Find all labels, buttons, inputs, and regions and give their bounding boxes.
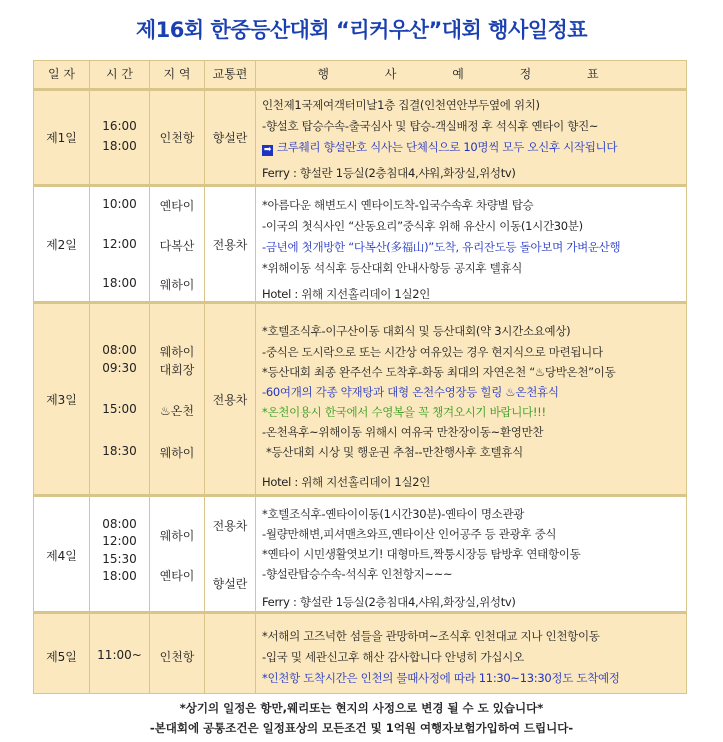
column-divider [89,61,90,88]
hotel-info: Hotel : 위해 지선홀리데이 1실2인 [262,287,431,301]
schedule-line: *옌타이 시민생활엿보기! 대형마트,짝퉁시장등 탐방후 연태항이동 [262,547,581,561]
schedule-line: *등산대회 최종 완주선수 도착후-화동 최대의 자연온천 “♨당박온천”이동 [262,365,616,379]
time-value: 12:00 [102,534,137,548]
transport-value: 전용차 [212,519,248,533]
column-divider [149,61,150,88]
time-value: 08:00 [102,517,137,531]
column-divider [204,614,205,693]
place-value: 대회장 [159,363,195,377]
column-divider [149,497,150,611]
time-value: 10:00 [102,197,137,211]
day-row-4 [34,497,686,611]
time-value: 08:00 [102,343,137,357]
footer-note: -본대회에 공통조건은 일정표상의 모든조건 및 1억원 여행자보험가입하여 드립니다- [149,721,574,735]
place-value: 옌타이 [159,569,195,583]
transport-value: 전용차 [212,238,248,252]
place-value: 옌타이 [159,199,195,213]
header-schedule: 행 사 예 정 표 [317,67,625,81]
place-value: ♨온천 [160,404,194,418]
place-value: 인천항 [159,131,195,145]
schedule-table [33,60,687,694]
transport-value: 향설란 [212,577,248,591]
time-value: 11:00~ [97,648,142,662]
header-day: 일 자 [48,67,75,81]
day-row-3 [34,304,686,494]
day-row-1 [34,91,686,184]
header-transport: 교통편 [212,67,248,81]
column-divider [255,187,256,301]
column-divider [149,304,150,494]
column-divider [89,304,90,494]
column-divider [255,61,256,88]
time-value: 15:30 [102,552,137,566]
column-divider [204,497,205,611]
day-label: 제4일 [46,549,77,563]
column-divider [255,614,256,693]
schedule-line: -향설호 탑승수속-출국심사 및 탑승-객실배정 후 석식후 옌타이 향진~ [262,119,599,133]
schedule-line: -이국의 첫식사인 “산동요리”중식후 위해 유산시 이동(1시간30분) [262,219,583,233]
notice-text: 크루췌리 향설란호 식사는 단체식으로 10명씩 모두 오신후 시작됩니다 [277,140,618,154]
time-value: 18:00 [102,569,137,583]
schedule-line-notice [262,139,617,156]
schedule-line: *아름다운 해변도시 옌타이도착-입국수속후 차량별 탑승 [262,198,534,212]
schedule-line: -입국 및 세관신고후 해산 감사합니다 안녕히 가십시오 [262,650,524,664]
schedule-line: *서해의 고즈넉한 섬들을 관망하며~조식후 인천대교 지나 인천항이동 [262,629,600,643]
time-value: 18:00 [102,139,137,153]
arrow-right-icon: ➡ [263,145,272,155]
schedule-line: -60여개의 각종 약재탕과 대형 온천수영장등 힐링 ♨온천휴식 [262,385,559,399]
table-header [34,61,686,91]
column-divider [255,91,256,184]
ferry-info: Ferry : 향설란 1등실(2층침대4,샤워,화장실,위성tv) [262,166,516,180]
footer-note: *상기의 일정은 항만,웨리또는 현지의 사정으로 변경 될 수 도 있습니다* [179,701,544,715]
schedule-line: *등산대회 시상 및 행운권 추첨--만찬행사후 호텔휴식 [266,445,523,459]
schedule-line: -향설란탑승수속-석식후 인천항지~~~ [262,567,453,581]
day-row-5 [34,614,686,693]
transport-value: 향설란 [212,131,248,145]
schedule-line: -월량만해변,피셔맨츠와프,옌타이산 인어공주 등 관광후 중식 [262,527,557,541]
day-label: 제1일 [46,131,77,145]
schedule-line: *호텔조식후-이구산이동 대회식 및 등산대회(약 3시간소요예상) [262,324,571,338]
day-label: 제2일 [46,238,77,252]
header-place: 지 역 [163,67,191,81]
day-row-2 [34,187,686,301]
column-divider [255,497,256,611]
place-value: 웨하이 [159,529,195,543]
schedule-line: 인천제1국제여객터미날1층 집결(인천연안부두옆에 위치) [262,98,540,112]
day-label: 제5일 [46,650,77,664]
time-value: 18:30 [102,444,137,458]
place-value: 다복산 [159,239,195,253]
schedule-line: -온천욕후~위해이동 위해시 여유국 만찬장이동~환영만찬 [262,425,544,439]
hotel-info: Hotel : 위해 지선홀리데이 1실2인 [262,475,431,489]
transport-value: 전용차 [212,393,248,407]
time-value: 09:30 [102,361,137,375]
schedule-line-notice: *온천이용시 한국에서 수영복을 꼭 챙겨오시기 바랍니다!!! [262,405,546,419]
header-time: 시 간 [106,67,133,81]
column-divider [204,61,205,88]
time-value: 18:00 [102,276,137,290]
page-title: 제16회 한중등산대회 “리커우산”대회 행사일정표 [135,18,588,42]
time-value: 16:00 [102,119,137,133]
column-divider [255,304,256,494]
time-value: 15:00 [102,402,137,416]
place-value: 웨하이 [159,446,195,460]
day-label: 제3일 [46,393,77,407]
ferry-info: Ferry : 향설란 1등실(2층침대4,샤워,화장실,위성tv) [262,595,516,609]
schedule-line: -금년에 첫개방한 “다복산(多福山)”도착, 유리잔도등 돌아보며 가벼운산행 [262,240,621,254]
schedule-line: *위해이동 석식후 등산대회 안내사항등 공지후 텔휴식 [262,261,523,275]
column-divider [89,91,90,184]
time-value: 12:00 [102,237,137,251]
place-value: 웨하이 [159,345,195,359]
place-value: 인천항 [159,650,195,664]
schedule-line: -중식은 도시락으로 또는 시간상 여유있는 경우 현지식으로 마련됩니다 [262,345,603,359]
schedule-line: *호텔조식후-옌타이이동(1시간30분)-옌타이 명소관광 [262,507,525,521]
schedule-line: *인천항 도착시간은 인천의 물때사정에 따라 11:30~13:30정도 도착예정 [262,671,620,685]
place-value: 웨하이 [159,278,195,292]
